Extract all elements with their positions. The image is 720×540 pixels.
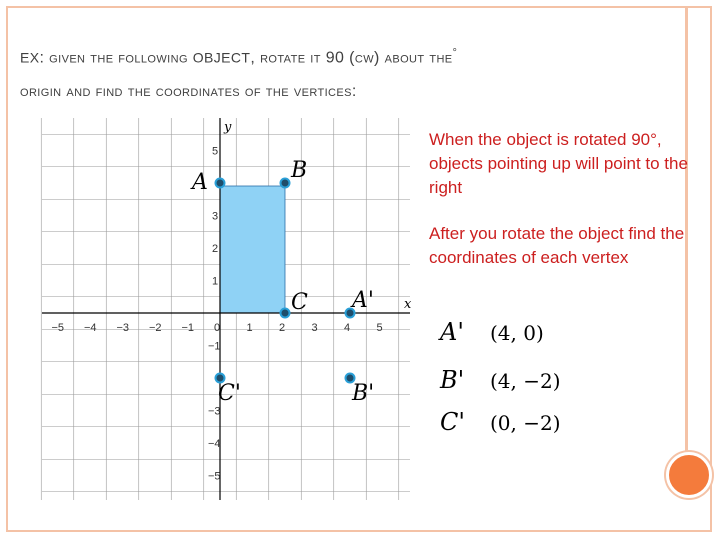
- x-tick-label: −5: [51, 322, 65, 334]
- answer-row-c: [440, 408, 561, 436]
- title-object: object: [192, 45, 251, 68]
- x-tick-label: 5: [376, 322, 383, 334]
- x-tick-label: 1: [246, 322, 253, 334]
- x-tick-label: 0: [214, 322, 221, 334]
- x-tick-label: 2: [279, 322, 286, 334]
- answer-row-b: [440, 366, 561, 394]
- instruction-note: After you rotate the object find the coordinates of each vertex: [429, 224, 685, 267]
- answer-row-a: [440, 318, 544, 346]
- answer-value-b: (4, −2): [490, 369, 561, 393]
- x-axis-label: x: [404, 297, 412, 312]
- answer-label-a: A': [440, 318, 464, 346]
- x-tick-label: −2: [149, 322, 162, 334]
- x-tick-label: 3: [311, 322, 318, 334]
- vertex-label: C': [218, 381, 241, 406]
- vertex-label: A': [352, 288, 374, 313]
- vertex-label: C: [291, 290, 308, 315]
- title-text-b: , rotate it 90 (cw) about the: [250, 49, 453, 67]
- tick-labels: [52, 146, 383, 483]
- rotation-note: When the object is rotated 90°, objects pointing up will point to the right: [429, 130, 688, 197]
- answer-value-a: (4, 0): [490, 321, 544, 345]
- y-tick-label: 5: [212, 145, 219, 158]
- vertex-point: [281, 179, 290, 188]
- y-tick-label: −5: [208, 470, 221, 483]
- vertex-point: [216, 179, 225, 188]
- x-tick-label: −4: [84, 322, 97, 334]
- x-tick-label: −1: [181, 322, 195, 334]
- y-axis-label: y: [224, 120, 232, 135]
- title-text-a: : given the following: [39, 49, 193, 67]
- vertex-label: A: [192, 170, 208, 195]
- x-tick-label: −3: [116, 322, 130, 334]
- y-tick-label: −3: [208, 405, 221, 418]
- y-tick-label: 1: [212, 275, 219, 288]
- vertex-point: [281, 309, 290, 318]
- x-tick-label: 4: [344, 322, 351, 334]
- vertex-label: B: [291, 158, 308, 183]
- title-line-2: origin and find the coordinates of the vertices:: [20, 83, 357, 101]
- title-ex: ex: [20, 45, 40, 68]
- vertex-label: B': [352, 381, 375, 406]
- y-tick-label: −1: [208, 340, 221, 353]
- y-tick-label: −4: [208, 438, 221, 450]
- answer-label-b: B': [440, 366, 465, 394]
- answer-value-c: (0, −2): [490, 411, 561, 435]
- title-degree: °: [452, 47, 458, 59]
- original-shape: [220, 186, 285, 313]
- y-tick-label: 2: [212, 243, 219, 255]
- answer-label-c: C': [440, 408, 465, 436]
- y-tick-label: 3: [212, 210, 219, 223]
